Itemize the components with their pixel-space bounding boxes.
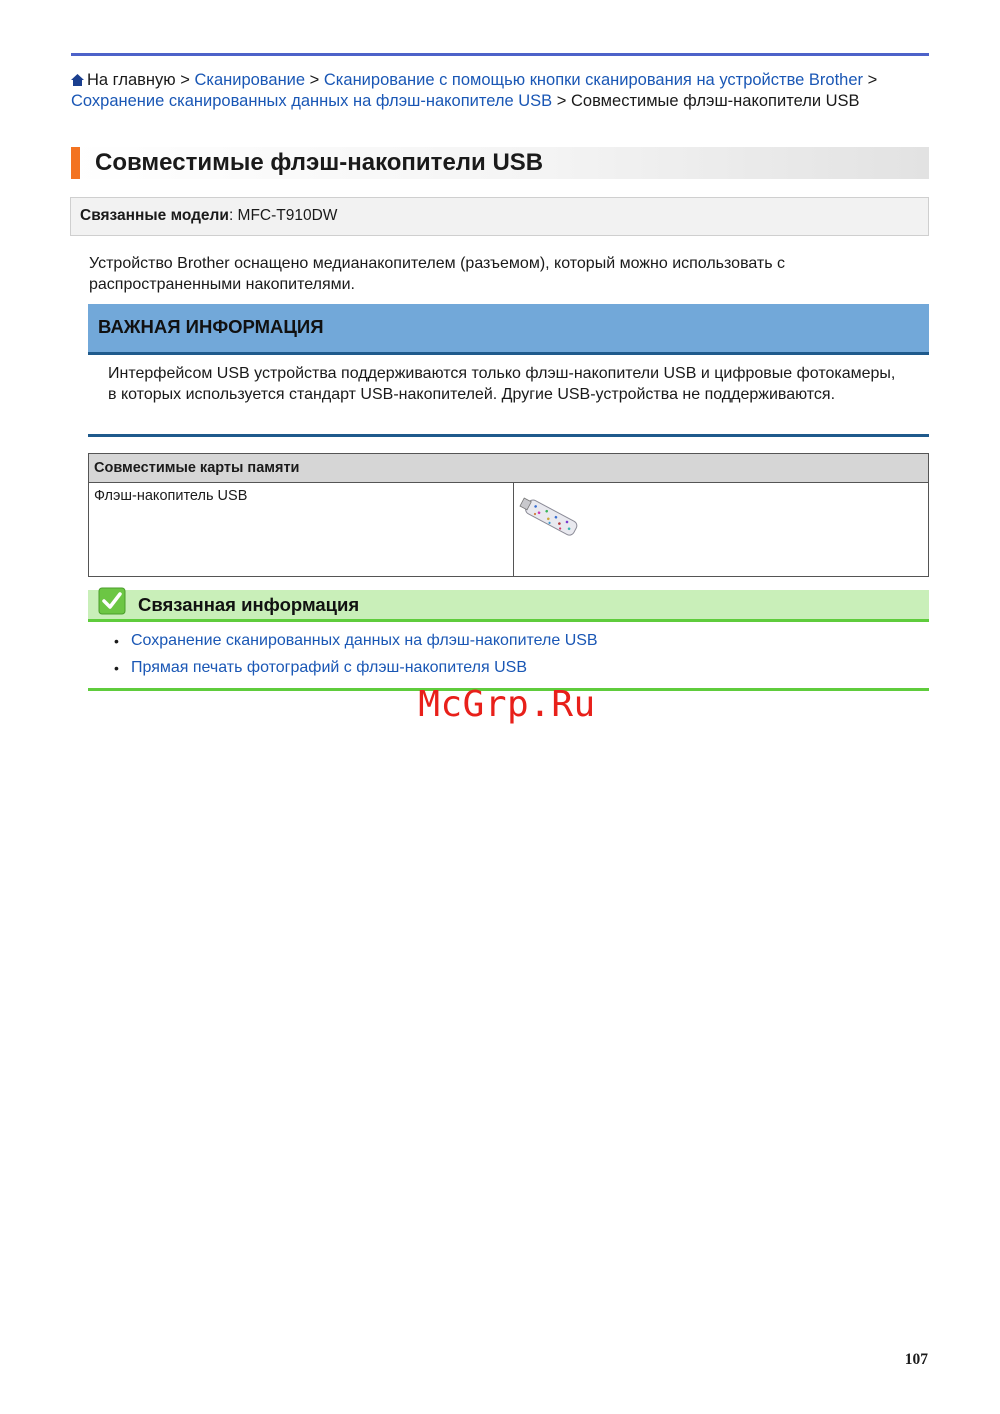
important-info-heading: ВАЖНАЯ ИНФОРМАЦИЯ bbox=[98, 316, 324, 337]
breadcrumb-link-scan-button[interactable]: Сканирование с помощью кнопки сканирования на устройстве Brother bbox=[323, 71, 864, 89]
page-title: Совместимые флэш-накопители USB bbox=[95, 149, 544, 176]
breadcrumb-home: На главную bbox=[87, 71, 176, 89]
check-icon bbox=[98, 587, 126, 615]
usb-flash-drive-image bbox=[518, 497, 584, 539]
page-number: 107 bbox=[904, 1351, 928, 1368]
intro-paragraph: Устройство Brother оснащено медианакопителем (разъемом), который можно использовать с распространенными накопителями. bbox=[89, 255, 786, 293]
breadcrumb-separator: > bbox=[305, 71, 324, 89]
title-accent-bar bbox=[71, 147, 80, 179]
breadcrumb-link-save-usb[interactable]: Сохранение сканированных данных на флэш-накопителе USB bbox=[71, 92, 553, 110]
related-info-header bbox=[88, 590, 929, 622]
important-info-rule bbox=[88, 434, 929, 437]
title-bar bbox=[71, 147, 929, 179]
table-cell-image bbox=[514, 483, 929, 577]
breadcrumb-separator: > bbox=[552, 92, 571, 110]
list-item bbox=[113, 658, 598, 685]
breadcrumb-separator: > bbox=[175, 71, 195, 89]
table-row bbox=[89, 483, 929, 577]
memory-cards-table bbox=[88, 453, 929, 577]
related-links-list bbox=[113, 631, 598, 685]
important-info-header bbox=[88, 304, 929, 355]
related-link-print-photos[interactable]: Прямая печать фотографий с флэш-накопителя USB bbox=[131, 659, 527, 676]
related-info-heading: Связанная информация bbox=[138, 594, 360, 615]
breadcrumb-separator: > bbox=[863, 71, 878, 89]
breadcrumb-current: Совместимые флэш-накопители USB bbox=[571, 92, 860, 110]
related-models-label: Связанные модели bbox=[80, 207, 229, 224]
home-icon bbox=[71, 74, 84, 86]
important-info-text: Интерфейсом USB устройства поддерживаются только флэш-накопители USB и цифровые фотокамеры, в которых используется стандарт USB-накопителей. Другие USB-устройства не поддерживаются. bbox=[108, 365, 896, 403]
related-models-value: : MFC-T910DW bbox=[228, 207, 338, 224]
top-rule bbox=[71, 53, 929, 56]
table-cell-label: Флэш-накопитель USB bbox=[89, 483, 514, 577]
breadcrumb bbox=[71, 70, 929, 112]
watermark: McGrp.Ru bbox=[418, 684, 596, 725]
breadcrumb-link-scanning[interactable]: Сканирование bbox=[194, 71, 306, 89]
table-header: Совместимые карты памяти bbox=[89, 454, 929, 483]
list-item bbox=[113, 631, 598, 658]
related-models-box bbox=[70, 197, 929, 236]
related-link-save-usb[interactable]: Сохранение сканированных данных на флэш-накопителе USB bbox=[131, 632, 598, 649]
